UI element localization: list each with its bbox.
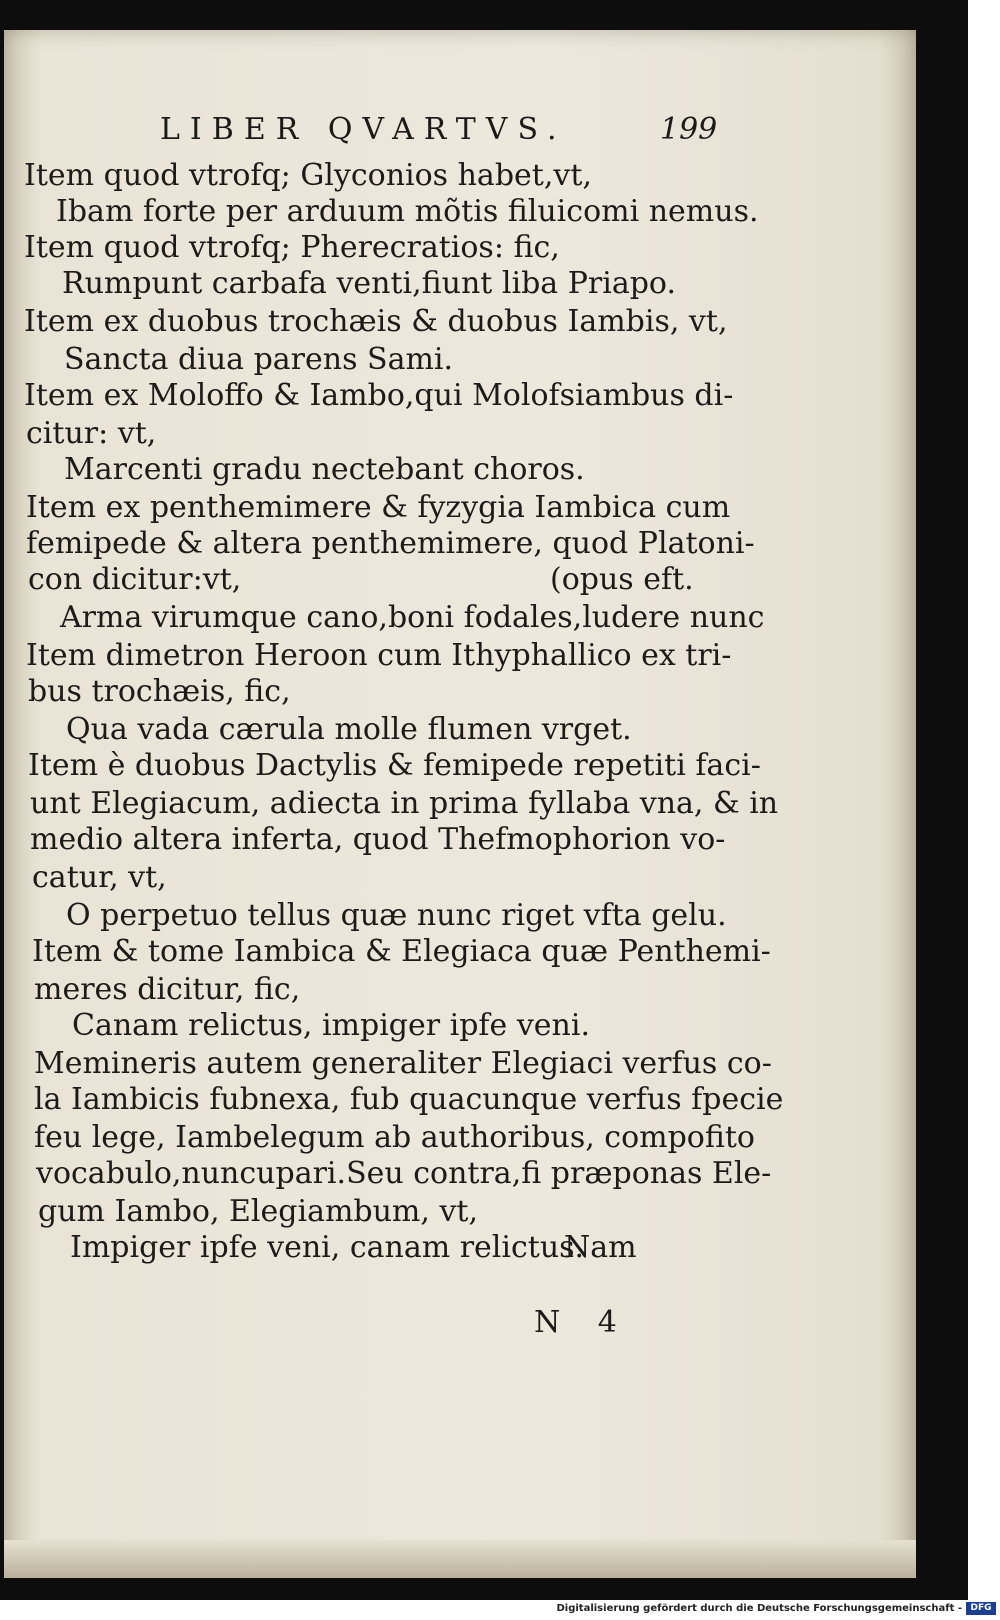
text-line: Impiger ipfe veni, canam relictus. (70, 1230, 585, 1265)
running-head: LIBER QVARTVS. (160, 112, 567, 147)
text-line: Canam relictus, impiger ipfe veni. (72, 1008, 590, 1043)
text-line: Rumpunt carbafa venti,fiunt liba Priapo. (62, 266, 676, 301)
page-number: 199 (660, 112, 718, 147)
text-line: la Iambicis fubnexa, fub quacunque verfus fpecie (34, 1082, 784, 1117)
text-line: Item ex duobus trochæis & duobus Iambis, vt, (24, 304, 728, 339)
signature-mark: N 4 (534, 1305, 631, 1340)
text-line: (opus eft. (550, 562, 694, 597)
text-line: unt Elegiacum, adiecta in prima fyllaba vna, & in (30, 786, 779, 821)
text-line: feu lege, Iambelegum ab authoribus, compofito (34, 1120, 755, 1155)
text-line: citur: vt, (26, 416, 157, 451)
text-line: Arma virumque cano,boni fodales,ludere nunc (60, 600, 765, 635)
text-line: Item dimetron Heroon cum Ithyphallico ex tri- (26, 638, 732, 673)
text-line: Item & tome Iambica & Elegiaca quæ Penthemi- (32, 934, 771, 969)
text-line: Memineris autem generaliter Elegiaci verfus co- (34, 1046, 772, 1081)
catchword: Nam (564, 1230, 637, 1265)
text-line: Sancta diua parens Sami. (64, 342, 454, 377)
text-line: Ibam forte per arduum mõtis filuicomi nemus. (56, 194, 759, 229)
text-line: bus trochæis, fic, (28, 674, 291, 709)
text-line: femipede & altera penthemimere, quod Platoni- (26, 526, 755, 561)
text-line: con dicitur:vt, (28, 562, 242, 597)
text-line: meres dicitur, fic, (34, 972, 301, 1007)
page-header (0, 112, 1000, 152)
text-line: Item quod vtrofq; Glyconios habet,vt, (24, 158, 592, 193)
dfg-logo: DFG (966, 1602, 996, 1615)
page-bottom-edge (4, 1540, 916, 1578)
text-line: Item è duobus Dactylis & femipede repetiti faci- (28, 748, 761, 783)
text-line: Item ex Moloffo & Iambo,qui Molofsiambus di- (24, 378, 734, 413)
text-line: gum Iambo, Elegiambum, vt, (38, 1194, 478, 1229)
text-line: vocabulo,nuncupari.Seu contra,fi præponas Ele- (36, 1156, 772, 1191)
text-line: Qua vada cærula molle flumen vrget. (66, 712, 632, 747)
text-line: O perpetuo tellus quæ nunc riget vfta gelu. (66, 898, 727, 933)
funding-credit: Digitalisierung gefördert durch die Deutsche Forschungsgemeinschaft - (556, 1603, 962, 1614)
text-line: medio altera inferta, quod Thefmophorion vo- (30, 822, 726, 857)
text-line: Marcenti gradu nectebant choros. (64, 452, 585, 487)
text-line: catur, vt, (32, 860, 167, 895)
text-line: Item quod vtrofq; Pherecratios: fic, (24, 230, 560, 265)
text-line: Item ex penthemimere & fyzygia Iambica cum (26, 490, 731, 525)
